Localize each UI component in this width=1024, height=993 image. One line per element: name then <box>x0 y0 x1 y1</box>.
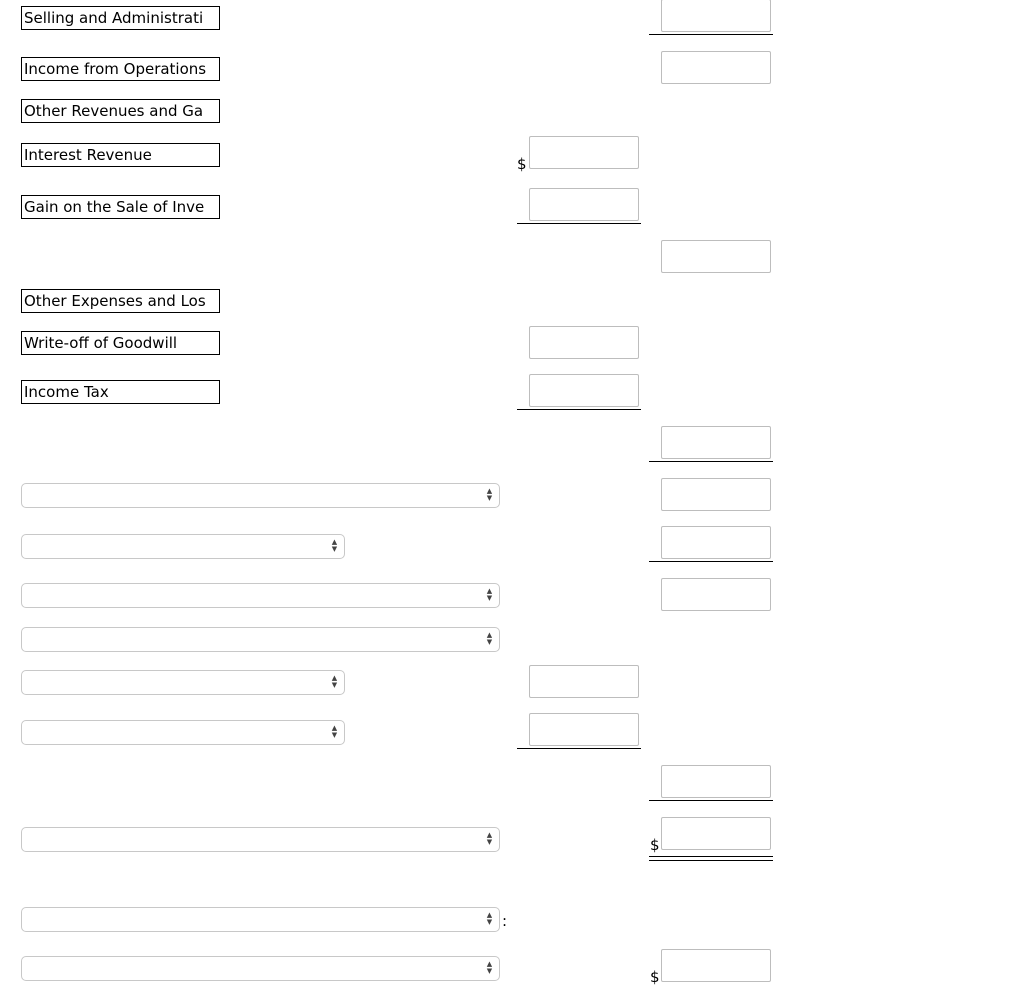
amount-input-selling-admin[interactable] <box>661 0 771 32</box>
label-gain-on-sale[interactable]: Gain on the Sale of Inve <box>21 195 220 219</box>
dollar-sign: $ <box>650 836 660 854</box>
up-down-arrows-icon: ▲ ▼ <box>331 538 338 553</box>
up-down-arrows-icon: ▲ ▼ <box>486 487 493 502</box>
underline <box>517 223 641 224</box>
dollar-sign: $ <box>517 155 527 173</box>
up-down-arrows-icon: ▲ ▼ <box>486 587 493 602</box>
label-income-tax[interactable]: Income Tax <box>21 380 220 404</box>
account-select-6[interactable] <box>21 720 345 745</box>
label-income-from-operations[interactable]: Income from Operations <box>21 57 220 81</box>
up-down-arrows-icon: ▲ ▼ <box>486 631 493 646</box>
account-select-9[interactable] <box>21 956 500 981</box>
underline <box>649 561 773 562</box>
underline <box>649 800 773 801</box>
amount-input-row-3[interactable] <box>661 578 771 611</box>
label-other-revenues-gains[interactable]: Other Revenues and Ga <box>21 99 220 123</box>
account-select-4[interactable] <box>21 627 500 652</box>
up-down-arrows-icon: ▲ ▼ <box>331 724 338 739</box>
amount-input-row-1[interactable] <box>661 478 771 511</box>
label-selling-admin[interactable]: Selling and Administrati <box>21 6 220 30</box>
label-interest-revenue[interactable]: Interest Revenue <box>21 143 220 167</box>
double-underline <box>649 856 773 861</box>
account-select-7[interactable] <box>21 827 500 852</box>
underline <box>649 34 773 35</box>
amount-input-row-2[interactable] <box>661 526 771 559</box>
underline <box>517 409 641 410</box>
amount-input-row-4[interactable] <box>661 765 771 798</box>
account-select-5[interactable] <box>21 670 345 695</box>
up-down-arrows-icon: ▲ ▼ <box>486 831 493 846</box>
up-down-arrows-icon: ▲ ▼ <box>486 911 493 926</box>
amount-input-row-6[interactable] <box>529 713 639 746</box>
label-other-expenses-losses[interactable]: Other Expenses and Los <box>21 289 220 313</box>
amount-input-interest-revenue[interactable] <box>529 136 639 169</box>
underline <box>517 748 641 749</box>
account-select-2[interactable] <box>21 534 345 559</box>
amount-input-write-off[interactable] <box>529 326 639 359</box>
amount-input-eps[interactable] <box>661 949 771 982</box>
label-write-off-goodwill[interactable]: Write-off of Goodwill <box>21 331 220 355</box>
up-down-arrows-icon: ▲ ▼ <box>486 960 493 975</box>
dollar-sign: $ <box>650 968 660 986</box>
amount-input-income-tax[interactable] <box>529 374 639 407</box>
amount-input-net-income[interactable] <box>661 817 771 850</box>
account-select-8[interactable] <box>21 907 500 932</box>
up-down-arrows-icon: ▲ ▼ <box>331 674 338 689</box>
amount-input-gain-on-sale[interactable] <box>529 188 639 221</box>
colon: : <box>502 912 508 930</box>
amount-input-row-5[interactable] <box>529 665 639 698</box>
account-select-3[interactable] <box>21 583 500 608</box>
amount-input-total-other-revenues[interactable] <box>661 240 771 273</box>
account-select-1[interactable] <box>21 483 500 508</box>
amount-input-income-operations[interactable] <box>661 51 771 84</box>
underline <box>649 461 773 462</box>
amount-input-total-other-expenses[interactable] <box>661 426 771 459</box>
